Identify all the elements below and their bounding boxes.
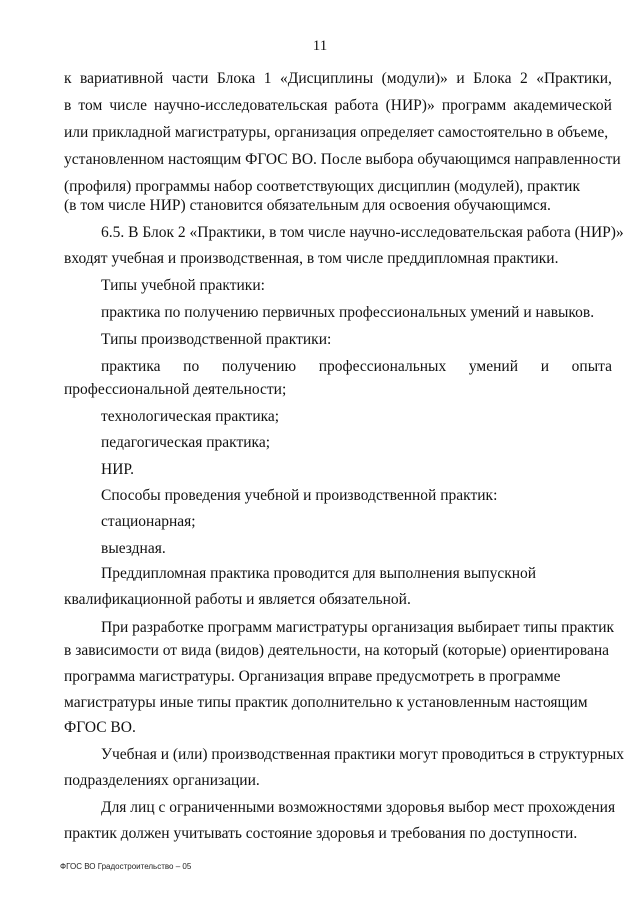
word: работа (334, 97, 379, 114)
word: профессиональных (318, 358, 447, 375)
page-number: 11 (312, 38, 328, 54)
development-line-1: При разработке программ магистратуры организация выбирает типы практик (101, 619, 615, 636)
word: Блока (216, 70, 256, 87)
paragraph-1-line-2 (64, 97, 612, 115)
practice-item: педагогическая практика; (101, 434, 271, 451)
disability-line-2: практик должен учитывать состояние здоровья и требования по доступности. (64, 825, 578, 842)
methods-heading: Способы проведения учебной и производственной практик: (101, 487, 498, 504)
word: «Практики, (536, 70, 612, 87)
word: получению (221, 358, 297, 375)
practice-item-line-2: профессиональной деятельности; (64, 381, 287, 398)
paragraph-2-line-1: 6.5. В Блок 2 «Практики, в том числе научно-исследовательская работа (НИР)» (101, 224, 624, 241)
word: «Дисциплины (280, 70, 374, 87)
word: Блока (473, 70, 512, 87)
production-practice-heading: Типы производственной практики: (101, 331, 332, 348)
word: части (171, 70, 209, 87)
development-line-5: ФГОС ВО. (64, 719, 136, 736)
method-item: выездная. (101, 540, 166, 557)
paragraph-2-line-2: входят учебная и производственная, в том числе преддипломная практики. (64, 250, 559, 267)
paragraph-1-line-6: (в том числе НИР) становится обязательным для освоения обучающимся. (64, 197, 551, 214)
word: в (64, 97, 72, 114)
method-item: стационарная; (101, 513, 196, 530)
paragraph-1-line-5: (профиля) программы набор соответствующих дисциплин (модулей), практик (64, 178, 581, 195)
word: 1 (263, 70, 272, 87)
word: и (540, 358, 549, 375)
word: (модули)» (381, 70, 448, 87)
practice-item: практика по получению первичных профессиональных умений и навыков. (101, 304, 595, 321)
word: практика (101, 358, 161, 375)
development-line-4: магистратуры иные типы практик дополнительно к установленным настоящим (64, 694, 588, 711)
paragraph-1-line-1 (64, 70, 612, 88)
word: к (64, 70, 72, 87)
development-line-2: в зависимости от вида (видов) деятельности, на который (которые) ориентирована (64, 642, 609, 659)
structural-line-1: Учебная и (или) производственная практики могут проводиться в структурных (101, 746, 624, 763)
practice-item: технологическая практика; (101, 408, 280, 425)
word: том (78, 97, 103, 114)
word: умений (468, 358, 519, 375)
disability-line-1: Для лиц с ограниченными возможностями здоровья выбор мест прохождения (101, 799, 616, 816)
word: вариативной (80, 70, 164, 87)
predegree-line-2: квалификационной работы и является обязательной. (64, 591, 411, 608)
practice-item-line-1 (101, 358, 612, 376)
word: опыта (571, 358, 612, 375)
word: числе (109, 97, 147, 114)
word: программ (441, 97, 507, 114)
word: (НИР)» (385, 97, 435, 114)
paragraph-1-line-3: или прикладной магистратуры, организация определяет самостоятельно в объеме, (64, 124, 609, 141)
practice-types-heading: Типы учебной практики: (101, 277, 265, 294)
word: научно-исследовательская (154, 97, 328, 114)
document-footer: ФГОС ВО Градостроительство – 05 (60, 862, 192, 871)
word: 2 (519, 70, 528, 87)
word: академической (513, 97, 612, 114)
word: и (456, 70, 465, 87)
structural-line-2: подразделениях организации. (64, 772, 260, 789)
predegree-line-1: Преддипломная практика проводится для выполнения выпускной (101, 565, 537, 582)
development-line-3: программа магистратуры. Организация вправе предусмотреть в программе (64, 668, 561, 685)
word: по (183, 358, 200, 375)
paragraph-1-line-4: установленном настоящим ФГОС ВО. После выбора обучающимся направленности (64, 151, 621, 168)
practice-item: НИР. (101, 461, 134, 478)
